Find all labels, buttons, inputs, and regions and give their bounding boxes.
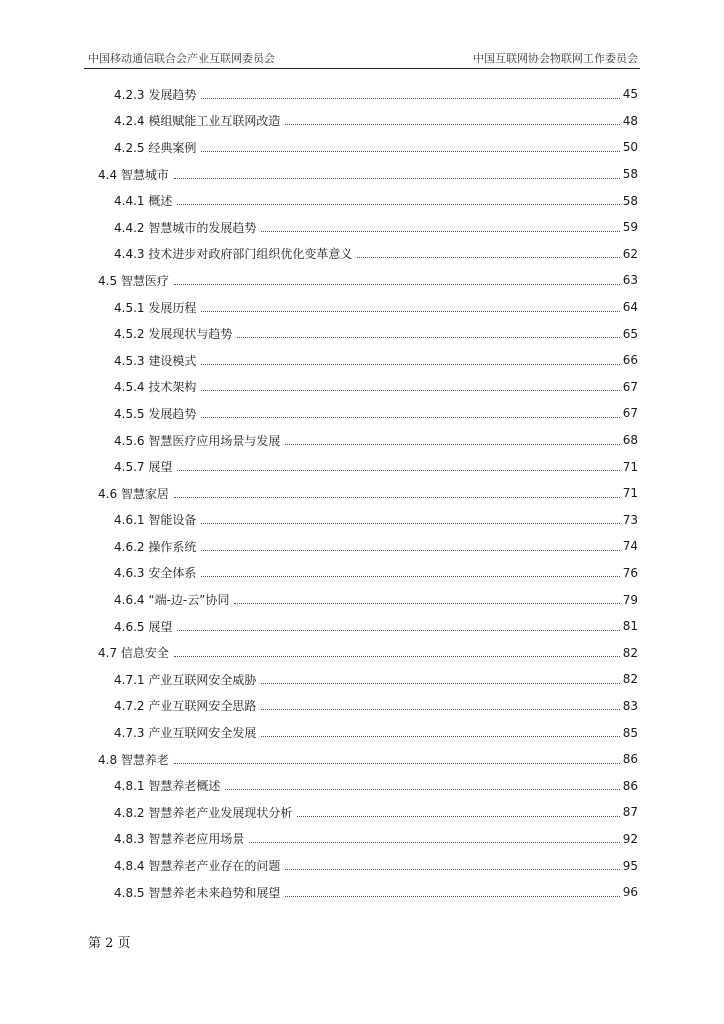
toc-dot-leader: [177, 470, 619, 471]
toc-subsection-entry[interactable]: [114, 400, 638, 427]
toc-subsection-entry[interactable]: [114, 693, 638, 720]
header-divider: [84, 68, 640, 69]
toc-dot-leader: [261, 709, 619, 710]
toc-entry-title: 4.7.3 产业互联网安全发展: [114, 726, 257, 741]
toc-subsection-entry[interactable]: [114, 799, 638, 826]
toc-entry-page-number: 67: [622, 406, 638, 421]
toc-entry-title: 4.6.2 操作系统: [114, 539, 197, 554]
toc-entry-page-number: 96: [622, 885, 638, 900]
toc-dot-leader: [177, 204, 619, 205]
toc-entry-title: 4.7.2 产业互联网安全思路: [114, 699, 257, 714]
page-number: 第 2 页: [88, 936, 131, 951]
page-header: [84, 50, 640, 68]
toc-subsection-entry[interactable]: [114, 453, 638, 480]
toc-entry-page-number: 45: [622, 87, 638, 102]
toc-entry-page-number: 82: [622, 672, 638, 687]
toc-subsection-entry[interactable]: [114, 320, 638, 347]
toc-entry-page-number: 71: [622, 486, 638, 501]
toc-subsection-entry[interactable]: [114, 427, 638, 454]
header-left-org: 中国移动通信联合会产业互联网委员会: [88, 52, 275, 65]
toc-subsection-entry[interactable]: [114, 719, 638, 746]
toc-section-entry[interactable]: [98, 480, 638, 507]
toc-subsection-entry[interactable]: [114, 826, 638, 853]
toc-dot-leader: [174, 178, 620, 179]
toc-entry-title: 4.4.1 概述: [114, 194, 173, 209]
toc-dot-leader: [234, 603, 619, 604]
toc-subsection-entry[interactable]: [114, 294, 638, 321]
toc-entry-page-number: 86: [622, 778, 638, 793]
toc-subsection-entry[interactable]: [114, 586, 638, 613]
toc-section-entry[interactable]: [98, 267, 638, 294]
toc-entry-page-number: 81: [622, 619, 638, 634]
toc-dot-leader: [174, 656, 620, 657]
toc-entry-title: 4.8.3 智慧养老应用场景: [114, 832, 245, 847]
toc-section-entry[interactable]: [98, 161, 638, 188]
toc-subsection-entry[interactable]: [114, 241, 638, 268]
toc-subsection-entry[interactable]: [114, 374, 638, 401]
toc-entry-page-number: 92: [622, 831, 638, 846]
toc-subsection-entry[interactable]: [114, 214, 638, 241]
toc-entry-page-number: 74: [622, 539, 638, 554]
toc-subsection-entry[interactable]: [114, 533, 638, 560]
toc-entry-title: 4.5.5 发展趋势: [114, 406, 197, 421]
toc-entry-title: 4.6.1 智能设备: [114, 513, 197, 528]
toc-dot-leader: [201, 550, 619, 551]
toc-entry-title: 4.4.3 技术进步对政府部门组织优化变革意义: [114, 247, 353, 262]
toc-dot-leader: [297, 816, 619, 817]
toc-entry-title: 4.5.2 发展现状与趋势: [114, 327, 233, 342]
toc-dot-leader: [285, 124, 619, 125]
toc-entry-page-number: 83: [622, 698, 638, 713]
toc-subsection-entry[interactable]: [114, 108, 638, 135]
toc-entry-page-number: 86: [622, 752, 638, 767]
toc-entry-title: 4.4.2 智慧城市的发展趋势: [114, 220, 257, 235]
toc-dot-leader: [174, 497, 620, 498]
toc-dot-leader: [261, 683, 619, 684]
toc-dot-leader: [249, 842, 619, 843]
toc-dot-leader: [285, 869, 619, 870]
toc-entry-title: 4.6.5 展望: [114, 619, 173, 634]
toc-dot-leader: [285, 444, 619, 445]
toc-entry-title: 4.2.4 模组赋能工业互联网改造: [114, 114, 281, 129]
toc-dot-leader: [201, 576, 619, 577]
toc-entry-page-number: 87: [622, 805, 638, 820]
toc-subsection-entry[interactable]: [114, 347, 638, 374]
toc-dot-leader: [357, 257, 619, 258]
toc-dot-leader: [201, 364, 619, 365]
toc-dot-leader: [201, 311, 619, 312]
toc-entry-title: 4.8.4 智慧养老产业存在的问题: [114, 859, 281, 874]
toc-subsection-entry[interactable]: [114, 560, 638, 587]
toc-entry-title: 4.8.2 智慧养老产业发展现状分析: [114, 805, 293, 820]
toc-entry-title: 4.5.6 智慧医疗应用场景与发展: [114, 433, 281, 448]
toc-entry-title: 4.5.4 技术架构: [114, 380, 197, 395]
toc-entry-page-number: 65: [622, 326, 638, 341]
toc-entry-page-number: 58: [622, 167, 638, 182]
toc-entry-page-number: 85: [622, 725, 638, 740]
toc-dot-leader: [201, 390, 619, 391]
toc-entry-title: 4.6.4 “端-边-云”协同: [114, 593, 230, 608]
toc-section-entry[interactable]: [98, 639, 638, 666]
toc-entry-title: 4.7.1 产业互联网安全威胁: [114, 672, 257, 687]
toc-dot-leader: [201, 523, 619, 524]
toc-dot-leader: [201, 151, 619, 152]
table-of-contents: [0, 81, 724, 905]
toc-dot-leader: [237, 337, 619, 338]
toc-entry-page-number: 66: [622, 353, 638, 368]
toc-subsection-entry[interactable]: [114, 852, 638, 879]
toc-entry-page-number: 50: [622, 140, 638, 155]
toc-entry-page-number: 62: [622, 246, 638, 261]
toc-entry-title: 4.5 智慧医疗: [98, 273, 169, 288]
toc-dot-leader: [285, 896, 619, 897]
toc-dot-leader: [177, 630, 619, 631]
toc-subsection-entry[interactable]: [114, 507, 638, 534]
toc-dot-leader: [174, 763, 620, 764]
toc-entry-title: 4.6 智慧家居: [98, 486, 169, 501]
toc-entry-title: 4.8 智慧养老: [98, 752, 169, 767]
toc-entry-page-number: 48: [622, 113, 638, 128]
toc-subsection-entry[interactable]: [114, 772, 638, 799]
toc-dot-leader: [225, 789, 619, 790]
toc-entry-title: 4.2.3 发展趋势: [114, 87, 197, 102]
toc-dot-leader: [201, 98, 619, 99]
toc-entry-page-number: 64: [622, 300, 638, 315]
toc-dot-leader: [174, 284, 620, 285]
toc-dot-leader: [261, 231, 619, 232]
toc-entry-title: 4.8.1 智慧养老概述: [114, 779, 221, 794]
toc-entry-title: 4.8.5 智慧养老未来趋势和展望: [114, 885, 281, 900]
toc-entry-title: 4.5.7 展望: [114, 460, 173, 475]
toc-entry-page-number: 68: [622, 433, 638, 448]
toc-entry-title: 4.5.1 发展历程: [114, 300, 197, 315]
toc-entry-page-number: 79: [622, 592, 638, 607]
toc-entry-title: 4.7 信息安全: [98, 646, 169, 661]
toc-section-entry[interactable]: [98, 746, 638, 773]
header-right-org: 中国互联网协会物联网工作委员会: [473, 52, 638, 65]
toc-entry-page-number: 82: [622, 645, 638, 660]
toc-subsection-entry[interactable]: [114, 134, 638, 161]
toc-entry-page-number: 73: [622, 512, 638, 527]
toc-subsection-entry[interactable]: [114, 187, 638, 214]
toc-subsection-entry[interactable]: [114, 81, 638, 108]
toc-entry-page-number: 63: [622, 273, 638, 288]
toc-entry-title: 4.6.3 安全体系: [114, 566, 197, 581]
toc-entry-page-number: 95: [622, 858, 638, 873]
toc-entry-page-number: 76: [622, 565, 638, 580]
toc-entry-page-number: 58: [622, 193, 638, 208]
toc-subsection-entry[interactable]: [114, 879, 638, 906]
toc-entry-page-number: 59: [622, 220, 638, 235]
toc-dot-leader: [261, 736, 619, 737]
toc-entry-title: 4.2.5 经典案例: [114, 140, 197, 155]
toc-dot-leader: [201, 417, 619, 418]
toc-subsection-entry[interactable]: [114, 613, 638, 640]
toc-entry-page-number: 71: [622, 459, 638, 474]
toc-entry-title: 4.4 智慧城市: [98, 167, 169, 182]
toc-entry-title: 4.5.3 建设模式: [114, 353, 197, 368]
toc-entry-page-number: 67: [622, 379, 638, 394]
toc-subsection-entry[interactable]: [114, 666, 638, 693]
